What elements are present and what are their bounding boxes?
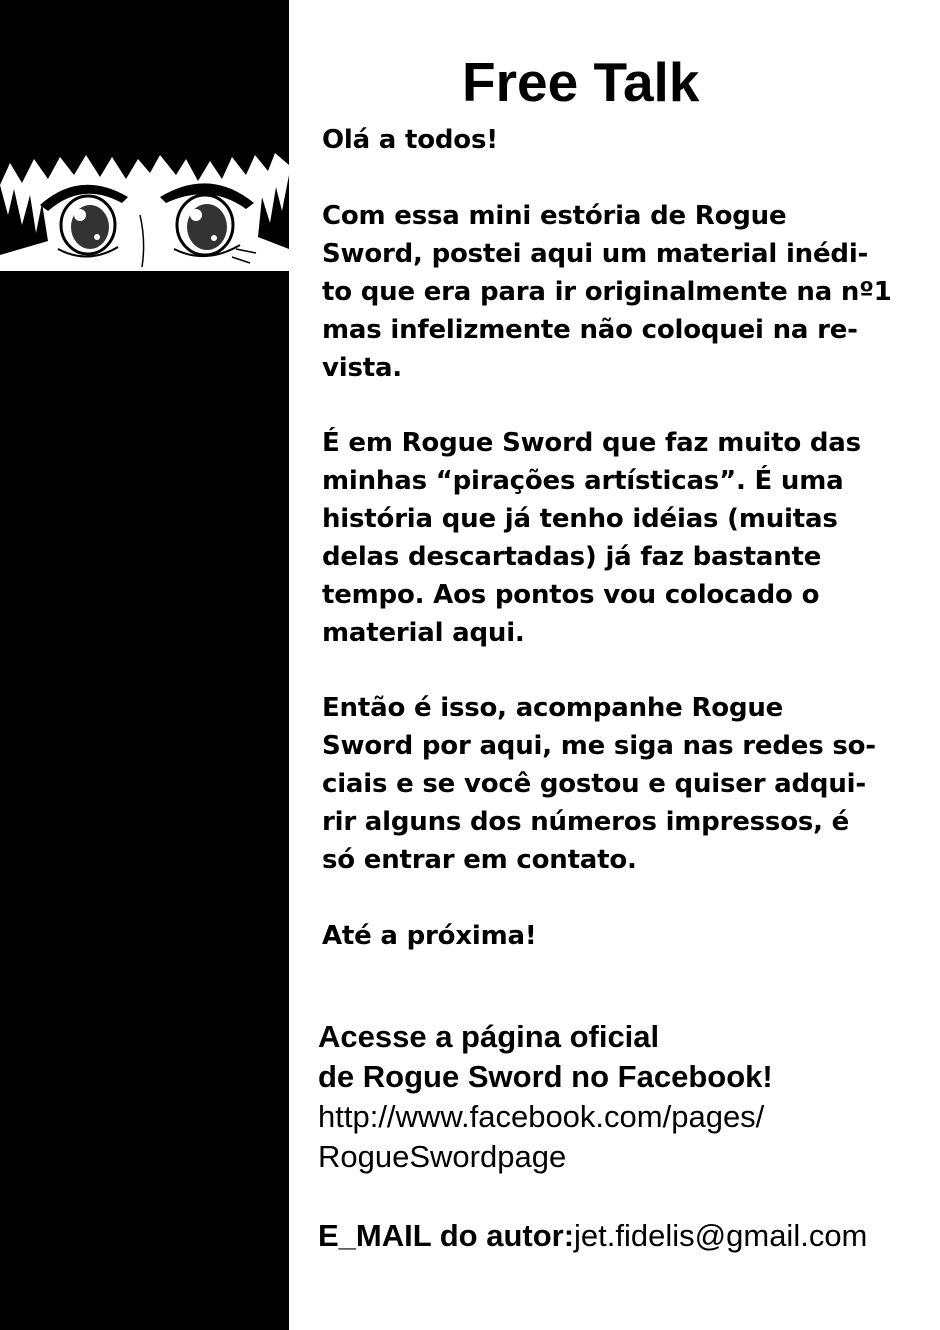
email-line: [318, 1216, 867, 1256]
email-label: E_MAIL do autor:: [318, 1218, 575, 1253]
closing-line: Até a próxima!: [322, 921, 537, 951]
facebook-url-line2[interactable]: RogueSwordpage: [318, 1139, 567, 1174]
email-address[interactable]: jet.fidelis@gmail.com: [574, 1218, 868, 1253]
facebook-heading-line2: de Rogue Sword no Facebook!: [318, 1059, 773, 1094]
paragraph-3: Então é isso, acompanhe Rogue Sword por aqui, me siga nas redes so- ciais e se você gostou e quiser adqui- rir alguns dos números impressos, é só entrar em contato.: [322, 693, 876, 875]
greeting: Olá a todos!: [322, 125, 498, 155]
facebook-block: [318, 1017, 773, 1177]
facebook-heading-line1: Acesse a página oficial: [318, 1019, 660, 1054]
paragraph-2: É em Rogue Sword que faz muito das minhas “pirações artísticas”. É uma história que já tenho idéias (muitas delas descartadas) já faz bastante tempo. Aos pontos vou colocado o material aqui.: [322, 428, 861, 648]
page-title: Free Talk: [462, 51, 700, 113]
paragraph-1: Com essa mini estória de Rogue Sword, postei aqui um material inédi- to que era para ir originalmente na nº1 mas infelizmente não coloquei na re- vista.: [322, 201, 892, 383]
manga-eyes-illustration: [0, 145, 289, 271]
facebook-url-line1[interactable]: http://www.facebook.com/pages/: [318, 1099, 765, 1134]
